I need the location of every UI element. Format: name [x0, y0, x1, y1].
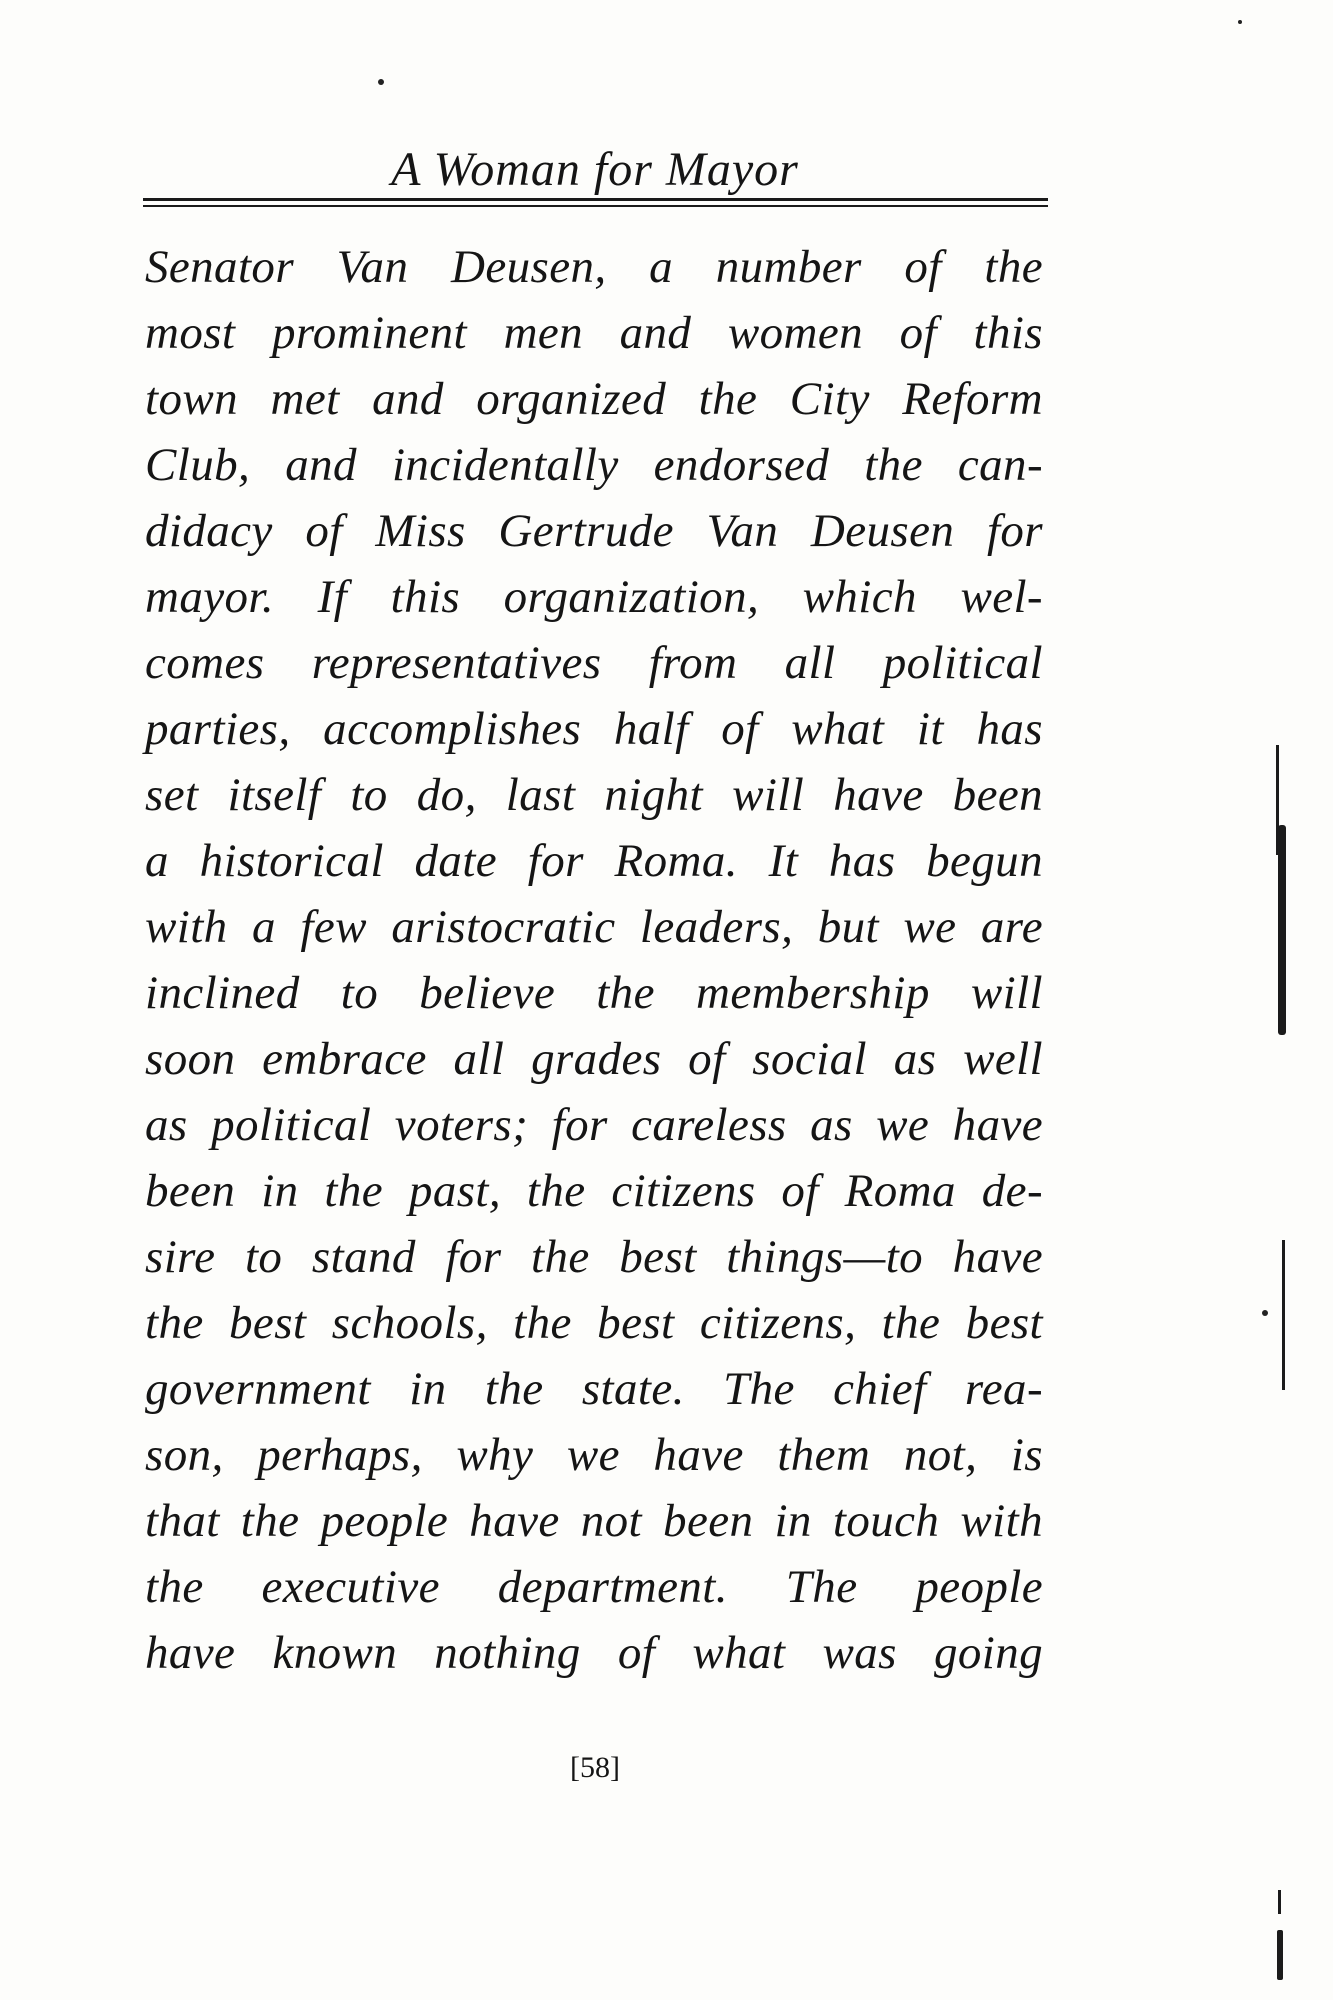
scan-speck	[378, 79, 384, 85]
text-line: the best schools, the best citizens, the best	[145, 1297, 1043, 1349]
page-number: [58]	[570, 1751, 620, 1784]
text-line: been in the past, the citizens of Roma de-	[145, 1165, 1043, 1217]
text-line: Senator Van Deusen, a number of the	[145, 241, 1043, 293]
scan-edge-mark	[1282, 1240, 1285, 1390]
header-rule-bottom	[143, 205, 1048, 207]
text-line: mayor. If this organization, which wel-	[145, 571, 1043, 623]
text-line: inclined to believe the membership will	[145, 967, 1043, 1019]
text-line: the executive department. The people	[145, 1561, 1043, 1613]
scan-speck	[1262, 1310, 1268, 1316]
scan-edge-mark	[1278, 825, 1286, 1035]
scan-edge-mark	[1277, 1930, 1283, 1980]
text-line: that the people have not been in touch with	[145, 1495, 1043, 1547]
text-line: Club, and incidentally endorsed the can-	[145, 439, 1043, 491]
scan-edge-mark	[1278, 1890, 1281, 1914]
text-line: set itself to do, last night will have been	[145, 769, 1043, 821]
text-line: didacy of Miss Gertrude Van Deusen for	[145, 505, 1043, 557]
text-line: comes representatives from all political	[145, 637, 1043, 689]
scan-speck	[1238, 20, 1242, 24]
body-text	[145, 234, 1043, 1686]
text-line: with a few aristocratic leaders, but we are	[145, 901, 1043, 953]
text-line: government in the state. The chief rea-	[145, 1363, 1043, 1415]
text-line: town met and organized the City Reform	[145, 373, 1043, 425]
text-line: have known nothing of what was going	[145, 1627, 1043, 1679]
text-line: soon embrace all grades of social as well	[145, 1033, 1043, 1085]
running-head: A Woman for Mayor	[391, 143, 799, 196]
header-rule-top	[143, 198, 1048, 201]
text-line: son, perhaps, why we have them not, is	[145, 1429, 1043, 1481]
text-line: most prominent men and women of this	[145, 307, 1043, 359]
text-line: a historical date for Roma. It has begun	[145, 835, 1043, 887]
text-line: parties, accomplishes half of what it has	[145, 703, 1043, 755]
text-line: as political voters; for careless as we have	[145, 1099, 1043, 1151]
text-line: sire to stand for the best things—to have	[145, 1231, 1043, 1283]
